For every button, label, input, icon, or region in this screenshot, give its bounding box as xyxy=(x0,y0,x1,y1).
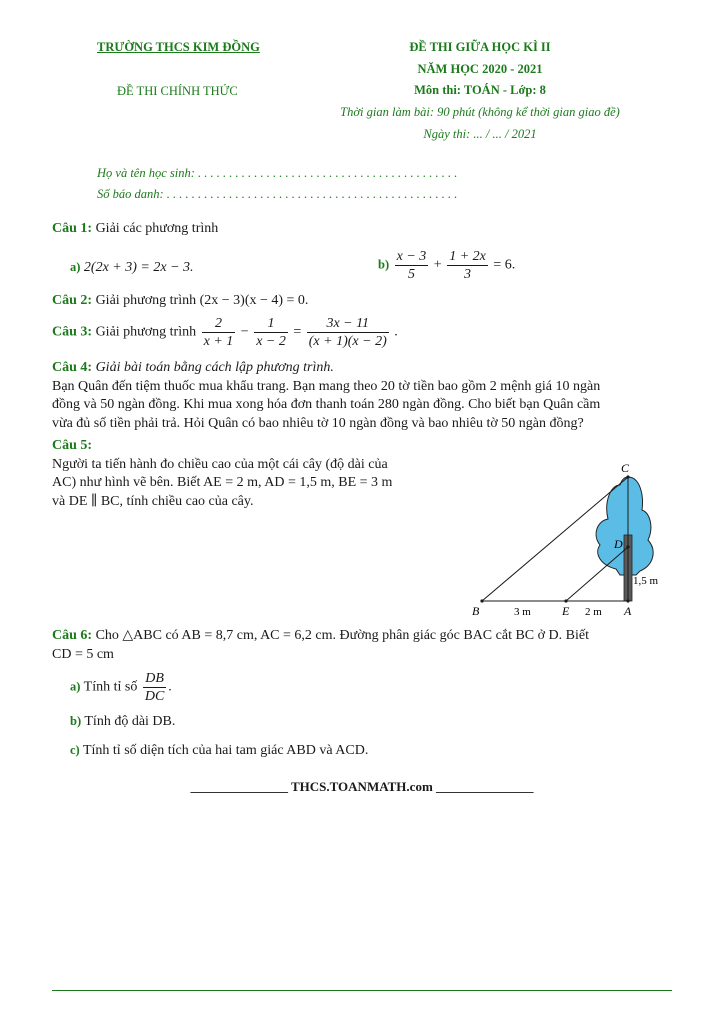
part-text: Tính độ dài DB. xyxy=(84,714,176,729)
numerator: 1 xyxy=(267,316,275,331)
denominator: x − 2 xyxy=(256,334,286,349)
fraction xyxy=(395,248,429,283)
question-5 xyxy=(52,437,457,511)
denominator: DC xyxy=(144,689,165,704)
fraction xyxy=(143,670,166,705)
part-text: Tính tỉ số diện tích của hai tam giác ABD và ACD. xyxy=(82,743,369,758)
line-DE xyxy=(566,547,628,601)
length-BE: 3 m xyxy=(514,606,531,618)
label-C: C xyxy=(621,461,630,475)
school-year: NĂM HỌC 2020 - 2021 xyxy=(417,62,543,76)
punctuation: . xyxy=(394,324,398,340)
numerator: DB xyxy=(145,671,164,686)
point-A xyxy=(626,599,629,602)
question-line: Người ta tiến hành đo chiều cao của một cái cây (độ dài của xyxy=(52,456,388,472)
question-line: vừa đủ số tiền phải trả. Hỏi Quân có bao nhiêu tờ 10 ngàn đồng và bao nhiêu tờ 50 ngàn đồng? xyxy=(52,415,584,431)
label-A: A xyxy=(624,604,632,618)
question-label: Câu 1: xyxy=(52,221,93,236)
student-id-field: Số báo danh: . . . . . . . . . . . . . . . . . . . . . . . . . . . . . . . . . . . . . . . . . . . . . . . xyxy=(97,187,458,201)
operator: + xyxy=(433,257,442,273)
part-label: a) xyxy=(70,260,81,274)
equation-rhs: = 6. xyxy=(493,257,516,273)
question-line: Cho △ABC có AB = 8,7 cm, AC = 6,2 cm. Đường phân giác góc BAC cắt BC ở D. Biết xyxy=(95,628,589,643)
length-EA: 2 m xyxy=(585,606,602,618)
point-D xyxy=(626,545,629,548)
fraction xyxy=(447,248,488,283)
point-E xyxy=(564,599,567,602)
tree-triangle-figure xyxy=(460,455,700,620)
question-1a xyxy=(70,258,194,278)
point-B xyxy=(480,599,483,602)
footer-site: _______________ THCS.TOANMATH.com _______________ xyxy=(190,779,534,794)
question-text: Giải phương trình xyxy=(95,324,197,340)
question-title: Giải bài toán bằng cách lập phương trình. xyxy=(95,360,334,375)
length-AD: 1,5 m xyxy=(633,575,659,587)
question-4 xyxy=(52,359,677,433)
question-label: Câu 3: xyxy=(52,324,93,340)
part-text: Tính tỉ số xyxy=(83,679,138,695)
equation: 2(2x + 3) = 2x − 3. xyxy=(83,260,194,275)
part-label: b) xyxy=(378,257,390,272)
school-name: TRƯỜNG THCS KIM ĐỒNG xyxy=(97,40,260,54)
question-line: CD = 5 cm xyxy=(52,646,114,662)
exam-duration: Thời gian làm bài: 90 phút (không kể thời gian giao đề) xyxy=(340,105,620,119)
question-label: Câu 2: xyxy=(52,293,93,308)
part-label: c) xyxy=(70,743,80,757)
subject-grade: Môn thi: TOÁN - Lớp: 8 xyxy=(414,83,546,97)
official-exam-label: ĐỀ THI CHÍNH THỨC xyxy=(117,84,238,98)
denominator: 5 xyxy=(395,265,429,283)
question-line: đồng và 50 ngàn đồng. Khi mua xong hóa đơn thanh toán 280 ngàn đồng. Cho biết bạn Quân cầm xyxy=(52,397,601,412)
operator: = xyxy=(293,324,302,340)
fraction xyxy=(254,315,288,350)
denominator: 3 xyxy=(447,265,488,283)
denominator: (x + 1)(x − 2) xyxy=(308,334,387,349)
operator: − xyxy=(240,324,249,340)
denominator: x + 1 xyxy=(203,334,234,349)
label-D: D xyxy=(614,537,623,551)
question-line: Bạn Quân đến tiệm thuốc mua khẩu trang. Bạn mang theo 20 tờ tiền bao gồm 2 mệnh giá 10 ngàn xyxy=(52,378,601,394)
student-name-field: Họ và tên học sinh: . . . . . . . . . . . . . . . . . . . . . . . . . . . . . . . . . . . . . . . . . . xyxy=(97,166,458,180)
point-C xyxy=(626,475,629,478)
fraction xyxy=(307,315,389,350)
exam-title: ĐỀ THI GIỮA HỌC KÌ II xyxy=(409,40,551,54)
question-3 xyxy=(52,315,398,350)
question-text: Giải các phương trình xyxy=(95,221,219,236)
question-1 xyxy=(52,220,218,239)
numerator: 1 + 2x xyxy=(449,249,486,264)
question-line: và DE ∥ BC, tính chiều cao của cây. xyxy=(52,493,254,509)
question-6 xyxy=(52,627,677,664)
label-B: B xyxy=(472,604,480,618)
question-line: AC) như hình vẽ bên. Biết AE = 2 m, AD = 1,5 m, BE = 3 m xyxy=(52,475,393,490)
punctuation: . xyxy=(168,679,172,695)
question-1b xyxy=(378,248,515,283)
bottom-divider xyxy=(52,990,672,991)
question-6a xyxy=(70,670,172,705)
question-2 xyxy=(52,292,308,311)
numerator: 2 xyxy=(214,316,222,331)
part-label: a) xyxy=(70,679,81,694)
exam-date: Ngày thi: ... / ... / 2021 xyxy=(423,127,537,141)
part-label: b) xyxy=(70,714,82,728)
fraction xyxy=(202,315,236,350)
label-E: E xyxy=(562,604,570,618)
question-6b xyxy=(70,712,175,732)
question-label: Câu 5: xyxy=(52,438,93,453)
question-label: Câu 6: xyxy=(52,628,93,643)
question-label: Câu 4: xyxy=(52,360,93,375)
question-text: Giải phương trình (2x − 3)(x − 4) = 0. xyxy=(95,293,309,308)
numerator: x − 3 xyxy=(396,249,427,264)
numerator: 3x − 11 xyxy=(326,316,370,331)
question-6c xyxy=(70,741,368,761)
